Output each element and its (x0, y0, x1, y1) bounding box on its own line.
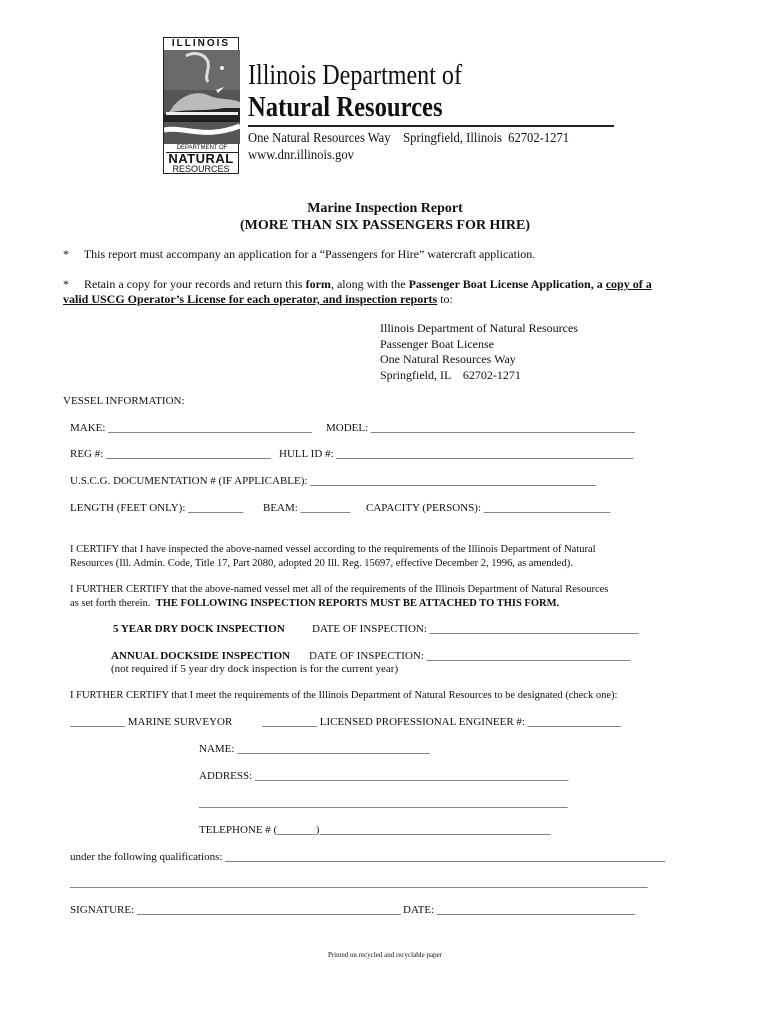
note-2: * Retain a copy for your records and return this form, along with the Passenger Boat License Application, a copy of a (63, 277, 652, 291)
mailing-line: Illinois Department of Natural Resources (380, 321, 578, 335)
logo-state-text: ILLINOIS (164, 38, 238, 51)
note-1: * This report must accompany an application for a “Passengers for Hire” watercraft application. (63, 247, 536, 261)
telephone-field[interactable]: TELEPHONE # (_______)__________________________________________ (199, 824, 551, 836)
logo-dept-text: DEPARTMENT OF (166, 144, 238, 153)
footer-note: Printed on recycled and recyclable paper (327, 951, 443, 959)
agency-name-line2: Natural Resources (248, 92, 443, 123)
certify-line: as set forth therein. THE FOLLOWING INSPECTION REPORTS MUST BE ATTACHED TO THIS FORM. (70, 598, 560, 609)
model-field[interactable]: MODEL: ________________________________________________ (326, 422, 635, 434)
drydock-label: 5 YEAR DRY DOCK INSPECTION (113, 623, 285, 635)
certify-line: Resources (Ill. Admin. Code, Title 17, Part 2080, adopted 20 Ill. Reg. 15697, effective December 2, 1996, as amended). (70, 558, 573, 569)
report-title: Marine Inspection Report (307, 201, 463, 216)
logo-landscape-icon (164, 50, 240, 144)
designation-intro: I FURTHER CERTIFY that I meet the requirements of the Illinois Department of Natural Resources to be designated (check one): (70, 690, 618, 701)
mailing-line: Springfield, IL 62702-1271 (380, 367, 521, 382)
marine-surveyor-option[interactable]: __________ MARINE SURVEYOR (70, 716, 233, 728)
dockside-label: ANNUAL DOCKSIDE INSPECTION (111, 650, 291, 662)
qualifications-field[interactable]: under the following qualifications: ________________________________________________________________________________ (70, 851, 666, 863)
qualifications-field-line2[interactable]: _________________________________________________________________________________________________________ (70, 877, 648, 889)
hull-id-field[interactable]: HULL ID #: ______________________________________________________ (279, 448, 634, 460)
uscg-doc-field[interactable]: U.S.C.G. DOCUMENTATION # (IF APPLICABLE): ____________________________________________________ (70, 475, 597, 487)
capacity-field[interactable]: CAPACITY (PERSONS): _______________________ (366, 502, 611, 514)
length-field[interactable]: LENGTH (FEET ONLY): __________ (70, 502, 244, 514)
note-2-cont: valid USCG Operator’s License for each operator, and inspection reports to: (63, 292, 453, 306)
vessel-heading: VESSEL INFORMATION: (63, 395, 185, 407)
mailing-line: Passenger Boat License (380, 336, 494, 351)
agency-name-line1: Illinois Department of (248, 60, 462, 91)
mailing-line: One Natural Resources Way (380, 352, 516, 366)
engineer-option[interactable]: __________ LICENSED PROFESSIONAL ENGINEER #: _________________ (262, 716, 622, 728)
beam-field[interactable]: BEAM: _________ (263, 502, 351, 514)
further-certify-paragraph (70, 583, 608, 611)
logo-resources-text: RESOURCES (172, 164, 230, 174)
name-field[interactable]: NAME: ___________________________________ (199, 743, 430, 755)
header-rule (248, 125, 614, 127)
signature-field[interactable]: SIGNATURE: ________________________________________________ (70, 904, 401, 916)
agency-address: One Natural Resources Way Springfield, Illinois 62702-1271 (248, 131, 570, 146)
address-field[interactable]: ADDRESS: _________________________________________________________ (199, 770, 569, 782)
reg-field[interactable]: REG #: ______________________________ (70, 448, 272, 460)
mailing-address (380, 321, 578, 383)
address-field-line2[interactable]: ___________________________________________________________________ (199, 797, 568, 809)
report-subtitle: (MORE THAN SIX PASSENGERS FOR HIRE) (239, 218, 531, 233)
certify-line: I CERTIFY that I have inspected the above-named vessel according to the requirements of the Illinois Department of Natural (70, 544, 596, 555)
dockside-date-field[interactable]: DATE OF INSPECTION: _____________________________________ (309, 650, 631, 662)
certify-line: I FURTHER CERTIFY that the above-named vessel met all of the requirements of the Illinois Department of Natural Resources (70, 584, 609, 595)
idnr-logo (163, 37, 239, 174)
logo-natural-text: NATURAL (168, 151, 234, 166)
agency-website: www.dnr.illinois.gov (248, 148, 354, 163)
drydock-date-field[interactable]: DATE OF INSPECTION: ______________________________________ (312, 623, 639, 635)
certify-paragraph (70, 543, 596, 571)
make-field[interactable]: MAKE: _____________________________________ (70, 422, 312, 434)
dockside-note: (not required if 5 year dry dock inspection is for the current year) (111, 663, 399, 675)
signature-date-field[interactable]: DATE: ____________________________________ (403, 904, 635, 916)
